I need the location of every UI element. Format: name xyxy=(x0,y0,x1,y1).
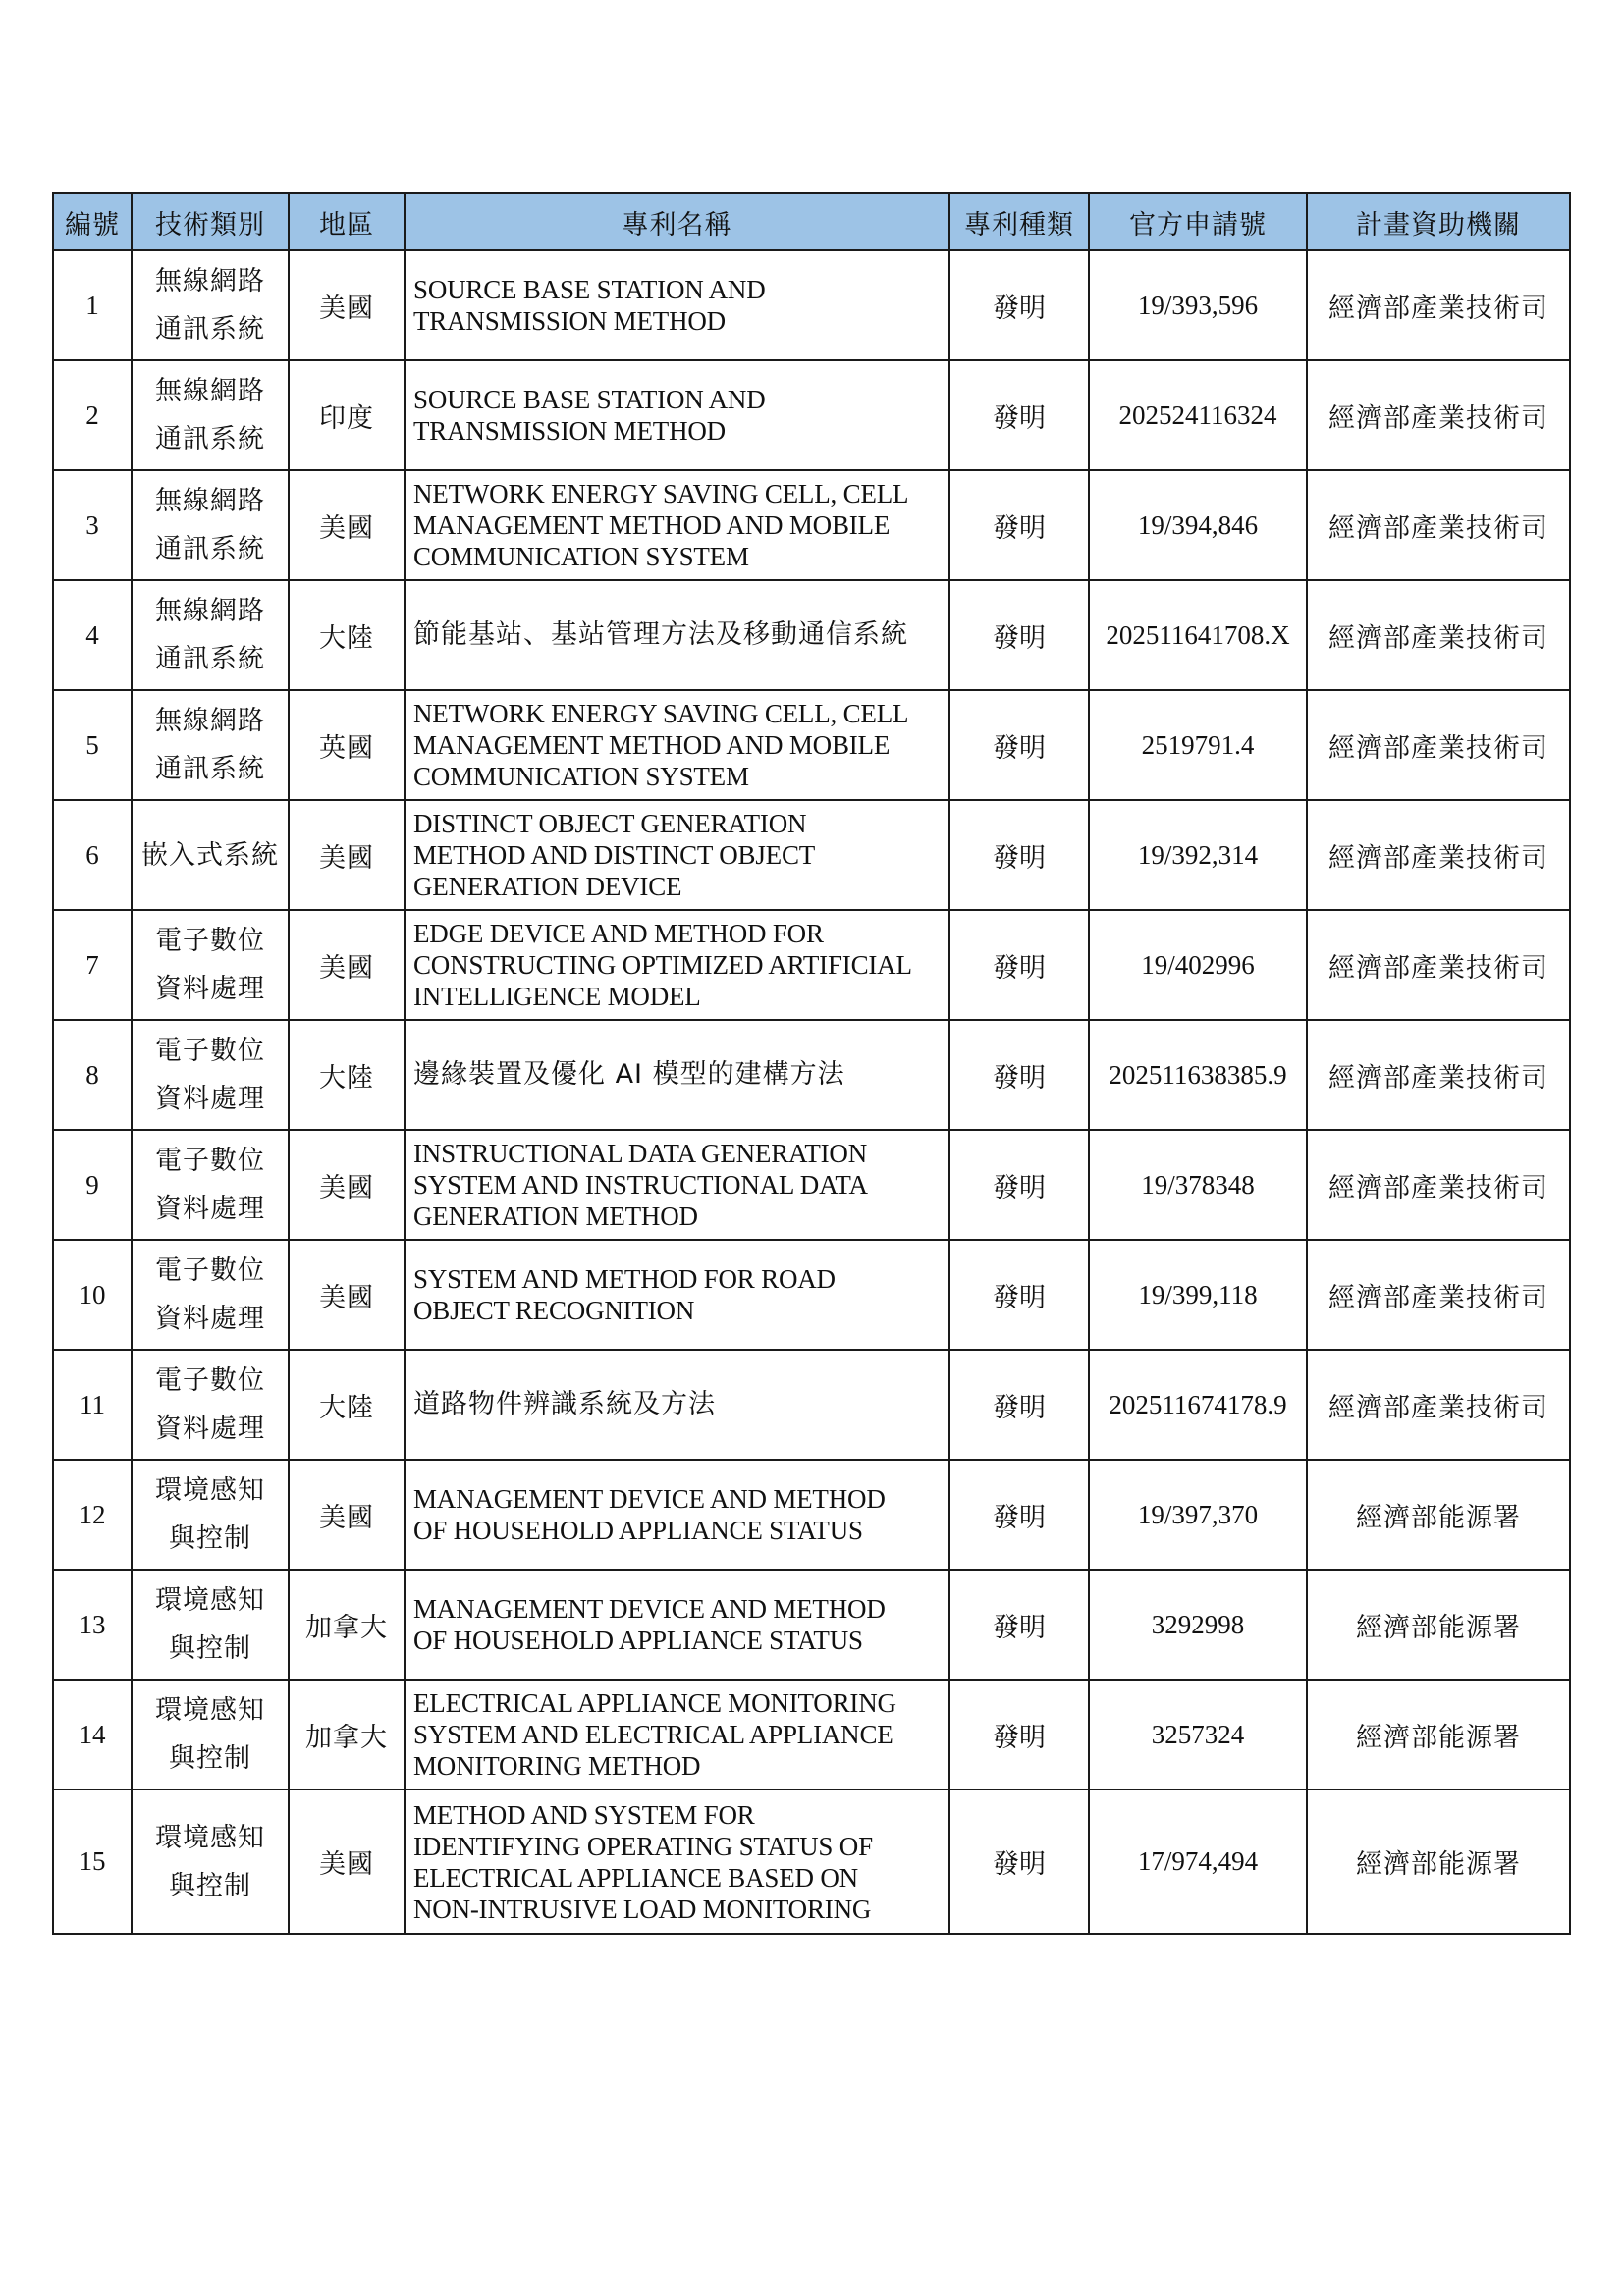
cell-no xyxy=(53,1350,132,1460)
category-line: 資料處理 xyxy=(155,1194,265,1224)
category-label xyxy=(133,477,288,573)
cell-title xyxy=(405,910,949,1020)
category-line: 環境感知 xyxy=(155,1585,265,1616)
category-line: 與控制 xyxy=(169,1523,251,1554)
cell-agency xyxy=(1307,1570,1570,1680)
category-line: 資料處理 xyxy=(155,974,265,1004)
cell-type xyxy=(949,1460,1089,1570)
cell-category xyxy=(132,690,289,800)
region-label: 美國 xyxy=(319,842,374,874)
cell-type xyxy=(949,690,1089,800)
patent-title: 邊緣裝置及優化 AI 模型的建構方法 xyxy=(413,1059,845,1090)
patent-title: 道路物件辨識系統及方法 xyxy=(413,1389,716,1419)
cell-type xyxy=(949,1570,1089,1680)
row-number: 15 xyxy=(79,1846,106,1876)
cell-type xyxy=(949,580,1089,690)
cell-no xyxy=(53,1789,132,1934)
table-row xyxy=(53,1020,1570,1130)
application-number: 202511638385.9 xyxy=(1109,1059,1287,1090)
category-line: 資料處理 xyxy=(155,1414,265,1444)
cell-title xyxy=(405,470,949,580)
category-line: 資料處理 xyxy=(155,1084,265,1114)
patent-title: DISTINCT OBJECT GENERATION METHOD AND DISTINCT OBJECT GENERATION DEVICE xyxy=(413,809,816,901)
table-row xyxy=(53,910,1570,1020)
region-label: 美國 xyxy=(319,1282,374,1313)
cell-category xyxy=(132,1350,289,1460)
patent-title: SOURCE BASE STATION AND TRANSMISSION METHOD xyxy=(413,385,766,446)
row-number: 6 xyxy=(85,839,99,870)
cell-type xyxy=(949,910,1089,1020)
row-number: 4 xyxy=(85,619,99,650)
cell-no xyxy=(53,250,132,360)
table-row xyxy=(53,800,1570,910)
category-line: 電子數位 xyxy=(155,1146,265,1176)
cell-no xyxy=(53,800,132,910)
table-row xyxy=(53,1350,1570,1460)
col-header-app-no: 官方申請號 xyxy=(1089,193,1307,250)
cell-no xyxy=(53,1460,132,1570)
patent-type: 發明 xyxy=(993,1172,1046,1203)
category-line: 通訊系統 xyxy=(155,424,265,454)
category-line: 電子數位 xyxy=(155,926,265,956)
category-label xyxy=(133,697,288,793)
cell-no xyxy=(53,910,132,1020)
patent-title: SYSTEM AND METHOD FOR ROAD OBJECT RECOGNITION xyxy=(413,1264,836,1325)
funding-agency: 經濟部能源署 xyxy=(1356,1502,1521,1533)
patent-type: 發明 xyxy=(993,512,1046,544)
category-label xyxy=(133,587,288,683)
patent-title: MANAGEMENT DEVICE AND METHOD OF HOUSEHOLD APPLIANCE STATUS xyxy=(413,1594,886,1655)
cell-agency xyxy=(1307,800,1570,910)
application-number: 19/392,314 xyxy=(1137,839,1259,870)
cell-title xyxy=(405,1020,949,1130)
funding-agency: 經濟部產業技術司 xyxy=(1328,1062,1548,1094)
col-header-type: 專利種類 xyxy=(949,193,1089,250)
cell-region xyxy=(289,800,405,910)
patent-type: 發明 xyxy=(993,1849,1046,1880)
cell-title xyxy=(405,250,949,360)
row-number: 14 xyxy=(79,1719,106,1749)
patent-type: 發明 xyxy=(993,842,1046,874)
cell-agency xyxy=(1307,910,1570,1020)
region-label: 大陸 xyxy=(319,1392,374,1423)
category-line: 環境感知 xyxy=(155,1475,265,1506)
row-number: 10 xyxy=(79,1279,106,1309)
application-number: 17/974,494 xyxy=(1137,1846,1259,1876)
application-number: 2519791.4 xyxy=(1141,729,1255,760)
cell-no xyxy=(53,1020,132,1130)
funding-agency: 經濟部產業技術司 xyxy=(1328,622,1548,654)
cell-agency xyxy=(1307,1680,1570,1789)
table-row xyxy=(53,580,1570,690)
funding-agency: 經濟部產業技術司 xyxy=(1328,1172,1548,1203)
category-line: 無線網路 xyxy=(155,596,265,626)
patent-type: 發明 xyxy=(993,1612,1046,1643)
cell-region xyxy=(289,1460,405,1570)
funding-agency: 經濟部產業技術司 xyxy=(1328,952,1548,984)
category-line: 無線網路 xyxy=(155,486,265,516)
row-number: 8 xyxy=(85,1059,99,1090)
cell-region xyxy=(289,250,405,360)
cell-type xyxy=(949,470,1089,580)
cell-app-no xyxy=(1089,800,1307,910)
patent-title: NETWORK ENERGY SAVING CELL, CELL MANAGEMENT METHOD AND MOBILE COMMUNICATION SYSTEM xyxy=(413,479,909,571)
region-label: 英國 xyxy=(319,732,374,764)
table-row xyxy=(53,1680,1570,1789)
cell-category xyxy=(132,1570,289,1680)
cell-app-no xyxy=(1089,250,1307,360)
cell-region xyxy=(289,1680,405,1789)
cell-title xyxy=(405,1789,949,1934)
cell-title xyxy=(405,1680,949,1789)
region-label: 美國 xyxy=(319,1502,374,1533)
cell-no xyxy=(53,360,132,470)
funding-agency: 經濟部產業技術司 xyxy=(1328,732,1548,764)
patent-type: 發明 xyxy=(993,1392,1046,1423)
row-number: 3 xyxy=(85,509,99,540)
cell-agency xyxy=(1307,1789,1570,1934)
application-number: 202524116324 xyxy=(1118,400,1277,430)
cell-app-no xyxy=(1089,1350,1307,1460)
table-row xyxy=(53,250,1570,360)
region-label: 印度 xyxy=(319,402,374,434)
cell-agency xyxy=(1307,1460,1570,1570)
cell-type xyxy=(949,800,1089,910)
category-label xyxy=(133,367,288,463)
application-number: 19/397,370 xyxy=(1137,1499,1259,1529)
table-row xyxy=(53,690,1570,800)
cell-type xyxy=(949,1350,1089,1460)
table-row xyxy=(53,1570,1570,1680)
cell-agency xyxy=(1307,250,1570,360)
cell-app-no xyxy=(1089,360,1307,470)
cell-title xyxy=(405,800,949,910)
category-label xyxy=(133,1686,288,1783)
cell-app-no xyxy=(1089,1020,1307,1130)
patent-title: SOURCE BASE STATION AND TRANSMISSION METHOD xyxy=(413,275,766,336)
table-body xyxy=(53,250,1570,1934)
row-number: 7 xyxy=(85,949,99,980)
application-number: 3292998 xyxy=(1151,1609,1245,1639)
region-label: 美國 xyxy=(319,1172,374,1203)
region-label: 加拿大 xyxy=(305,1612,388,1643)
cell-no xyxy=(53,470,132,580)
category-line: 通訊系統 xyxy=(155,644,265,674)
category-label xyxy=(133,1814,288,1910)
cell-no xyxy=(53,1240,132,1350)
cell-agency xyxy=(1307,1130,1570,1240)
document-page xyxy=(52,192,1569,1935)
cell-agency xyxy=(1307,1240,1570,1350)
funding-agency: 經濟部能源署 xyxy=(1356,1612,1521,1643)
cell-title xyxy=(405,690,949,800)
cell-title xyxy=(405,1240,949,1350)
cell-region xyxy=(289,690,405,800)
patent-title: NETWORK ENERGY SAVING CELL, CELL MANAGEMENT METHOD AND MOBILE COMMUNICATION SYSTEM xyxy=(413,699,909,791)
cell-category xyxy=(132,1680,289,1789)
cell-app-no xyxy=(1089,1680,1307,1789)
category-line: 與控制 xyxy=(169,1633,251,1664)
application-number: 202511674178.9 xyxy=(1109,1389,1287,1419)
cell-app-no xyxy=(1089,690,1307,800)
patent-title: MANAGEMENT DEVICE AND METHOD OF HOUSEHOLD APPLIANCE STATUS xyxy=(413,1484,886,1545)
region-label: 大陸 xyxy=(319,622,374,654)
cell-title xyxy=(405,1570,949,1680)
category-label xyxy=(133,1357,288,1453)
cell-category xyxy=(132,1460,289,1570)
table-row xyxy=(53,360,1570,470)
category-label xyxy=(133,917,288,1013)
category-line: 環境感知 xyxy=(155,1822,265,1853)
col-header-title: 專利名稱 xyxy=(405,193,949,250)
category-line: 通訊系統 xyxy=(155,754,265,784)
funding-agency: 經濟部能源署 xyxy=(1356,1849,1521,1880)
row-number: 12 xyxy=(79,1499,106,1529)
cell-no xyxy=(53,1130,132,1240)
category-label xyxy=(133,1247,288,1343)
application-number: 19/399,118 xyxy=(1138,1279,1258,1309)
table-row xyxy=(53,1460,1570,1570)
funding-agency: 經濟部產業技術司 xyxy=(1328,402,1548,434)
cell-region xyxy=(289,1240,405,1350)
patent-title: ELECTRICAL APPLIANCE MONITORING SYSTEM AND ELECTRICAL APPLIANCE MONITORING METHOD xyxy=(413,1688,896,1781)
cell-region xyxy=(289,470,405,580)
table-row xyxy=(53,1240,1570,1350)
funding-agency: 經濟部產業技術司 xyxy=(1328,1392,1548,1423)
col-header-no: 編號 xyxy=(53,193,132,250)
patent-type: 發明 xyxy=(993,622,1046,654)
cell-app-no xyxy=(1089,1460,1307,1570)
category-line: 與控制 xyxy=(169,1870,251,1901)
patent-title: INSTRUCTIONAL DATA GENERATION SYSTEM AND INSTRUCTIONAL DATA GENERATION METHOD xyxy=(413,1139,868,1231)
patent-type: 發明 xyxy=(993,952,1046,984)
cell-app-no xyxy=(1089,580,1307,690)
category-line: 資料處理 xyxy=(155,1304,265,1334)
region-label: 美國 xyxy=(319,293,374,324)
table-header-row xyxy=(53,193,1570,250)
cell-type xyxy=(949,1240,1089,1350)
region-label: 美國 xyxy=(319,512,374,544)
cell-category xyxy=(132,360,289,470)
cell-category xyxy=(132,580,289,690)
row-number: 1 xyxy=(85,290,99,320)
col-header-agency: 計畫資助機關 xyxy=(1307,193,1570,250)
category-line: 通訊系統 xyxy=(155,534,265,564)
row-number: 2 xyxy=(85,400,99,430)
cell-agency xyxy=(1307,1350,1570,1460)
cell-app-no xyxy=(1089,470,1307,580)
patent-type: 發明 xyxy=(993,1502,1046,1533)
patent-type: 發明 xyxy=(993,1722,1046,1753)
category-label xyxy=(133,831,288,880)
patent-type: 發明 xyxy=(993,1062,1046,1094)
cell-region xyxy=(289,1130,405,1240)
cell-type xyxy=(949,250,1089,360)
cell-category xyxy=(132,1130,289,1240)
cell-region xyxy=(289,360,405,470)
cell-category xyxy=(132,1789,289,1934)
cell-agency xyxy=(1307,360,1570,470)
col-header-region: 地區 xyxy=(289,193,405,250)
cell-title xyxy=(405,1130,949,1240)
patent-type: 發明 xyxy=(993,293,1046,324)
category-line: 環境感知 xyxy=(155,1695,265,1726)
row-number: 11 xyxy=(80,1389,105,1419)
col-header-category: 技術類別 xyxy=(132,193,289,250)
cell-category xyxy=(132,1020,289,1130)
cell-agency xyxy=(1307,470,1570,580)
cell-app-no xyxy=(1089,1240,1307,1350)
table-row xyxy=(53,1130,1570,1240)
cell-region xyxy=(289,1350,405,1460)
application-number: 3257324 xyxy=(1151,1719,1245,1749)
cell-title xyxy=(405,360,949,470)
category-line: 與控制 xyxy=(169,1743,251,1774)
cell-region xyxy=(289,1789,405,1934)
category-line: 嵌入式系統 xyxy=(141,839,279,871)
cell-category xyxy=(132,800,289,910)
region-label: 大陸 xyxy=(319,1062,374,1094)
application-number: 19/378348 xyxy=(1141,1169,1255,1200)
category-line: 電子數位 xyxy=(155,1255,265,1286)
cell-app-no xyxy=(1089,1570,1307,1680)
funding-agency: 經濟部產業技術司 xyxy=(1328,1282,1548,1313)
cell-no xyxy=(53,1680,132,1789)
cell-agency xyxy=(1307,690,1570,800)
application-number: 19/393,596 xyxy=(1137,290,1259,320)
category-line: 電子數位 xyxy=(155,1365,265,1396)
cell-title xyxy=(405,1350,949,1460)
cell-region xyxy=(289,910,405,1020)
cell-type xyxy=(949,1789,1089,1934)
funding-agency: 經濟部產業技術司 xyxy=(1328,293,1548,324)
category-label xyxy=(133,1027,288,1123)
cell-type xyxy=(949,1130,1089,1240)
cell-type xyxy=(949,1680,1089,1789)
cell-category xyxy=(132,1240,289,1350)
cell-title xyxy=(405,580,949,690)
category-label xyxy=(133,257,288,353)
cell-title xyxy=(405,1460,949,1570)
cell-region xyxy=(289,1020,405,1130)
cell-category xyxy=(132,250,289,360)
patent-type: 發明 xyxy=(993,1282,1046,1313)
patent-type: 發明 xyxy=(993,402,1046,434)
category-line: 無線網路 xyxy=(155,376,265,406)
table-row xyxy=(53,470,1570,580)
patent-type: 發明 xyxy=(993,732,1046,764)
cell-agency xyxy=(1307,1020,1570,1130)
cell-no xyxy=(53,580,132,690)
category-line: 電子數位 xyxy=(155,1036,265,1066)
cell-category xyxy=(132,910,289,1020)
region-label: 美國 xyxy=(319,952,374,984)
row-number: 9 xyxy=(85,1169,99,1200)
cell-no xyxy=(53,690,132,800)
patent-title: EDGE DEVICE AND METHOD FOR CONSTRUCTING OPTIMIZED ARTIFICIAL INTELLIGENCE MODEL xyxy=(413,919,912,1011)
funding-agency: 經濟部產業技術司 xyxy=(1328,512,1548,544)
row-number: 5 xyxy=(85,729,99,760)
cell-no xyxy=(53,1570,132,1680)
application-number: 19/402996 xyxy=(1141,949,1255,980)
funding-agency: 經濟部產業技術司 xyxy=(1328,842,1548,874)
category-line: 無線網路 xyxy=(155,266,265,296)
category-label xyxy=(133,1467,288,1563)
cell-app-no xyxy=(1089,910,1307,1020)
cell-region xyxy=(289,1570,405,1680)
cell-type xyxy=(949,360,1089,470)
patent-title: 節能基站、基站管理方法及移動通信系統 xyxy=(413,619,908,650)
category-label xyxy=(133,1576,288,1673)
application-number: 202511641708.X xyxy=(1106,619,1290,650)
patent-title: METHOD AND SYSTEM FOR IDENTIFYING OPERATING STATUS OF ELECTRICAL APPLIANCE BASED ON NON-INTRUSIVE LOAD MONITORING xyxy=(413,1799,873,1924)
cell-app-no xyxy=(1089,1130,1307,1240)
cell-region xyxy=(289,580,405,690)
cell-category xyxy=(132,470,289,580)
patent-table xyxy=(52,192,1571,1935)
table-row xyxy=(53,1789,1570,1934)
cell-type xyxy=(949,1020,1089,1130)
category-label xyxy=(133,1137,288,1233)
region-label: 美國 xyxy=(319,1849,374,1880)
cell-app-no xyxy=(1089,1789,1307,1934)
cell-agency xyxy=(1307,580,1570,690)
application-number: 19/394,846 xyxy=(1137,509,1259,540)
category-line: 通訊系統 xyxy=(155,314,265,345)
row-number: 13 xyxy=(79,1609,106,1639)
region-label: 加拿大 xyxy=(305,1722,388,1753)
category-line: 無線網路 xyxy=(155,706,265,736)
funding-agency: 經濟部能源署 xyxy=(1356,1722,1521,1753)
